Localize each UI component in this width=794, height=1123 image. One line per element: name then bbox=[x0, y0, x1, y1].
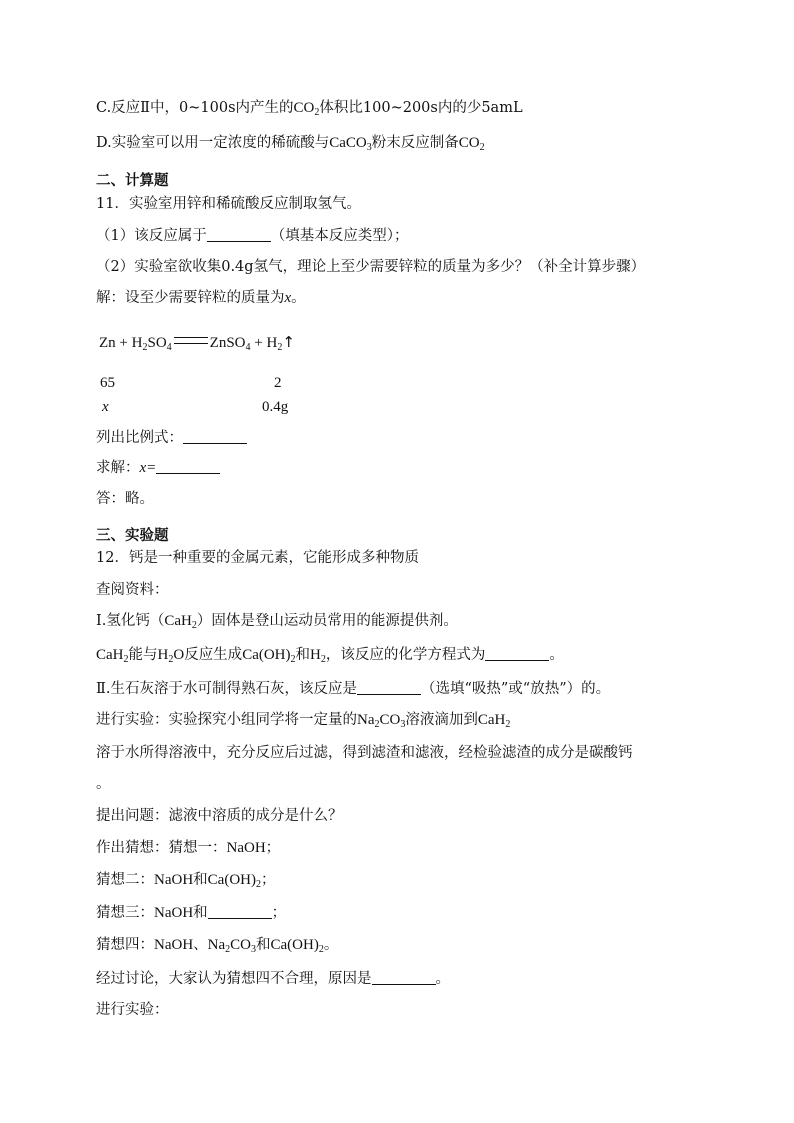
option-c-prefix: C.反应Ⅱ中，0~100s内产生的 bbox=[96, 100, 294, 116]
guess2 bbox=[96, 870, 275, 890]
solve-line bbox=[96, 458, 220, 478]
co2-formula bbox=[294, 100, 320, 116]
eq-plus: + bbox=[119, 335, 128, 351]
discussion-end: 。 bbox=[435, 971, 450, 987]
guess-prefix: 猜想三： bbox=[96, 905, 154, 921]
eq-part: SO bbox=[147, 335, 167, 351]
reaction-text: ，该反应的化学方程式为 bbox=[325, 647, 486, 663]
cah2-formula bbox=[96, 647, 129, 663]
formula-base: CO bbox=[293, 100, 315, 116]
guess-prefix: 猜想四： bbox=[96, 937, 154, 953]
formula-base: CaCO bbox=[329, 135, 367, 151]
unknown-x: x bbox=[102, 399, 109, 415]
formula-sub: 2 bbox=[479, 142, 485, 153]
caoh2-formula bbox=[271, 937, 324, 953]
formula-sub: 2 bbox=[320, 654, 326, 665]
guess-end: ； bbox=[260, 872, 276, 888]
item1-prefix: Ⅰ.氢化钙（ bbox=[96, 613, 165, 629]
naoh-formula: NaOH bbox=[154, 937, 194, 953]
solution-end: 。 bbox=[291, 290, 306, 306]
info-item1 bbox=[96, 611, 458, 631]
reaction-text: 反应生成 bbox=[184, 647, 243, 663]
option-d-middle: 粉末反应制备 bbox=[371, 135, 459, 151]
info-item2 bbox=[96, 679, 610, 699]
eq-sub: 2 bbox=[142, 342, 148, 353]
h2o-formula bbox=[158, 647, 185, 663]
guess-sep: 、 bbox=[193, 937, 208, 953]
eq-part: H bbox=[131, 335, 143, 351]
guess3 bbox=[96, 903, 286, 923]
eq-part: ZnSO bbox=[209, 335, 246, 351]
answer-blank[interactable] bbox=[485, 646, 549, 661]
guess4 bbox=[96, 935, 338, 955]
co2-formula bbox=[459, 135, 485, 151]
guess-end: 。 bbox=[323, 937, 339, 953]
q11-part1-prefix: （1）该反应属于 bbox=[96, 228, 207, 244]
experiment-line2: 溶于水所得溶液中，充分反应后过滤，得到滤渣和滤液，经检验滤渣的成分是碳酸钙 bbox=[96, 745, 633, 761]
experiment-line3: 。 bbox=[96, 776, 111, 792]
answer-blank[interactable] bbox=[208, 904, 272, 919]
formula-sub: 2 bbox=[314, 107, 320, 118]
formula-base: Na bbox=[357, 712, 375, 728]
formula-sub: 2 bbox=[505, 719, 511, 730]
reaction-text: 。 bbox=[549, 647, 564, 663]
solve-label: 求解： bbox=[96, 460, 140, 476]
option-c-suffix: 体积比100~200s内的少5amL bbox=[319, 100, 523, 116]
solve-var: x= bbox=[139, 460, 157, 476]
formula-sub: 3 bbox=[251, 944, 256, 955]
h2-formula bbox=[310, 647, 326, 663]
answer-blank[interactable] bbox=[372, 970, 436, 985]
formula-sub: 2 bbox=[168, 654, 174, 665]
formula-base: O bbox=[173, 647, 185, 663]
section-heading-calculation: 二、计算题 bbox=[96, 173, 169, 189]
option-d-prefix: D.实验室可以用一定浓度的稀硫酸与 bbox=[96, 135, 330, 151]
formula-base: CO bbox=[458, 135, 480, 151]
discussion-prefix: 经过讨论，大家认为猜想四不合理，原因是 bbox=[96, 971, 372, 987]
q11-part1 bbox=[96, 226, 408, 246]
ratio-line bbox=[96, 428, 247, 448]
cah2-formula bbox=[164, 613, 197, 629]
q12-stem: 12．钙是一种重要的金属元素，它能形成多种物质 bbox=[96, 550, 419, 566]
up-arrow-icon: ↑ bbox=[282, 333, 295, 351]
guess-end: ； bbox=[265, 840, 281, 856]
eq-znso4 bbox=[210, 335, 251, 351]
formula-sub: 2 bbox=[255, 879, 261, 890]
solution-prefix: 解：设至少需要锌粒的质量为 bbox=[96, 290, 285, 306]
ratio-label: 列出比例式： bbox=[96, 430, 183, 446]
question-line: 提出问题：滤液中溶质的成分是什么？ bbox=[96, 808, 343, 824]
guess-and: 和 bbox=[193, 905, 208, 921]
info-label: 查阅资料： bbox=[96, 582, 169, 598]
formula-base: CO bbox=[379, 712, 401, 728]
formula-sub: 2 bbox=[225, 944, 231, 955]
item2-suffix: （选填“吸热”或“放热”）的。 bbox=[420, 681, 611, 697]
na2co3-formula bbox=[208, 937, 256, 953]
guess-prefix: 作出猜想：猜想一： bbox=[96, 840, 227, 856]
eq-zn: Zn bbox=[99, 335, 116, 351]
zinc-equation bbox=[99, 332, 295, 353]
q11-stem: 11．实验室用锌和稀硫酸反应制取氢气。 bbox=[96, 196, 361, 212]
formula-base: Ca(OH) bbox=[270, 937, 319, 953]
formula-base: H bbox=[157, 647, 169, 663]
solution-var: x bbox=[284, 290, 292, 306]
eq-plus: + bbox=[254, 335, 263, 351]
answer-blank[interactable] bbox=[156, 459, 220, 474]
cah2-formula bbox=[478, 712, 511, 728]
q11-part1-suffix: （填基本反应类型）； bbox=[270, 228, 409, 244]
formula-base: Ca(OH) bbox=[242, 647, 291, 663]
na2co3-formula bbox=[357, 712, 405, 728]
formula-sub: 2 bbox=[123, 654, 129, 665]
guess-prefix: 猜想二： bbox=[96, 872, 154, 888]
option-c bbox=[96, 98, 523, 118]
reaction-text: 和 bbox=[295, 647, 311, 663]
answer-blank[interactable] bbox=[207, 227, 271, 242]
exp-mid: 溶液滴加到 bbox=[405, 712, 478, 728]
formula-base: H bbox=[310, 647, 321, 663]
discussion-line bbox=[96, 969, 450, 989]
mass-h2: 2 bbox=[274, 375, 282, 391]
caoh2-formula bbox=[208, 872, 261, 888]
formula-sub: 3 bbox=[400, 719, 406, 730]
formula-sub: 2 bbox=[318, 944, 324, 955]
reaction-text: 能与 bbox=[128, 647, 158, 663]
experiment2-label: 进行实验： bbox=[96, 1002, 169, 1018]
q11-part2: （2）实验室欲收集0.4g氢气，理论上至少需要锌粒的质量为多少？（补全计算步骤） bbox=[96, 259, 646, 275]
answer-blank[interactable] bbox=[183, 429, 247, 444]
cah2-reaction bbox=[96, 645, 564, 665]
formula-sub: 2 bbox=[191, 620, 197, 631]
guess-and: 和 bbox=[193, 872, 208, 888]
formula-base: CaH bbox=[96, 647, 124, 663]
guess-end: ； bbox=[271, 905, 287, 921]
formula-sub: 3 bbox=[366, 142, 372, 153]
eq-sub: 2 bbox=[277, 342, 283, 353]
caoh2-formula bbox=[242, 647, 295, 663]
naoh-formula: NaOH bbox=[154, 905, 194, 921]
eq-sub: 4 bbox=[245, 342, 251, 353]
formula-base: CaH bbox=[477, 712, 506, 728]
mass-zn: 65 bbox=[100, 375, 115, 391]
experiment-line1 bbox=[96, 710, 510, 730]
formula-base: CO bbox=[230, 937, 251, 953]
formula-sub: 2 bbox=[290, 654, 296, 665]
given-mass: 0.4g bbox=[262, 399, 289, 415]
answer-line: 答：略。 bbox=[96, 491, 154, 507]
eq-h2so4 bbox=[132, 335, 172, 351]
equals-bar bbox=[174, 337, 208, 344]
formula-base: Ca(OH) bbox=[207, 872, 256, 888]
eq-part: H bbox=[266, 335, 278, 351]
exp-prefix: 进行实验：实验探究小组同学将一定量的 bbox=[96, 712, 357, 728]
naoh-formula: NaOH bbox=[226, 840, 266, 856]
section-heading-experiment: 三、实验题 bbox=[96, 528, 169, 544]
formula-base: CaH bbox=[164, 613, 192, 629]
option-d bbox=[96, 133, 485, 153]
eq-h2 bbox=[266, 335, 282, 351]
item2-prefix: Ⅱ.生石灰溶于水可制得熟石灰，该反应是 bbox=[96, 681, 357, 697]
guess1 bbox=[96, 838, 280, 858]
item1-suffix: ）固体是登山运动员常用的能源提供剂。 bbox=[196, 613, 458, 629]
eq-sub: 4 bbox=[166, 342, 172, 353]
q11-solution bbox=[96, 288, 306, 308]
answer-blank[interactable] bbox=[357, 680, 421, 695]
guess-and: 和 bbox=[256, 937, 271, 953]
caco3-formula bbox=[329, 135, 372, 151]
formula-sub: 2 bbox=[374, 719, 380, 730]
naoh-formula: NaOH bbox=[154, 872, 194, 888]
formula-base: Na bbox=[207, 937, 226, 953]
